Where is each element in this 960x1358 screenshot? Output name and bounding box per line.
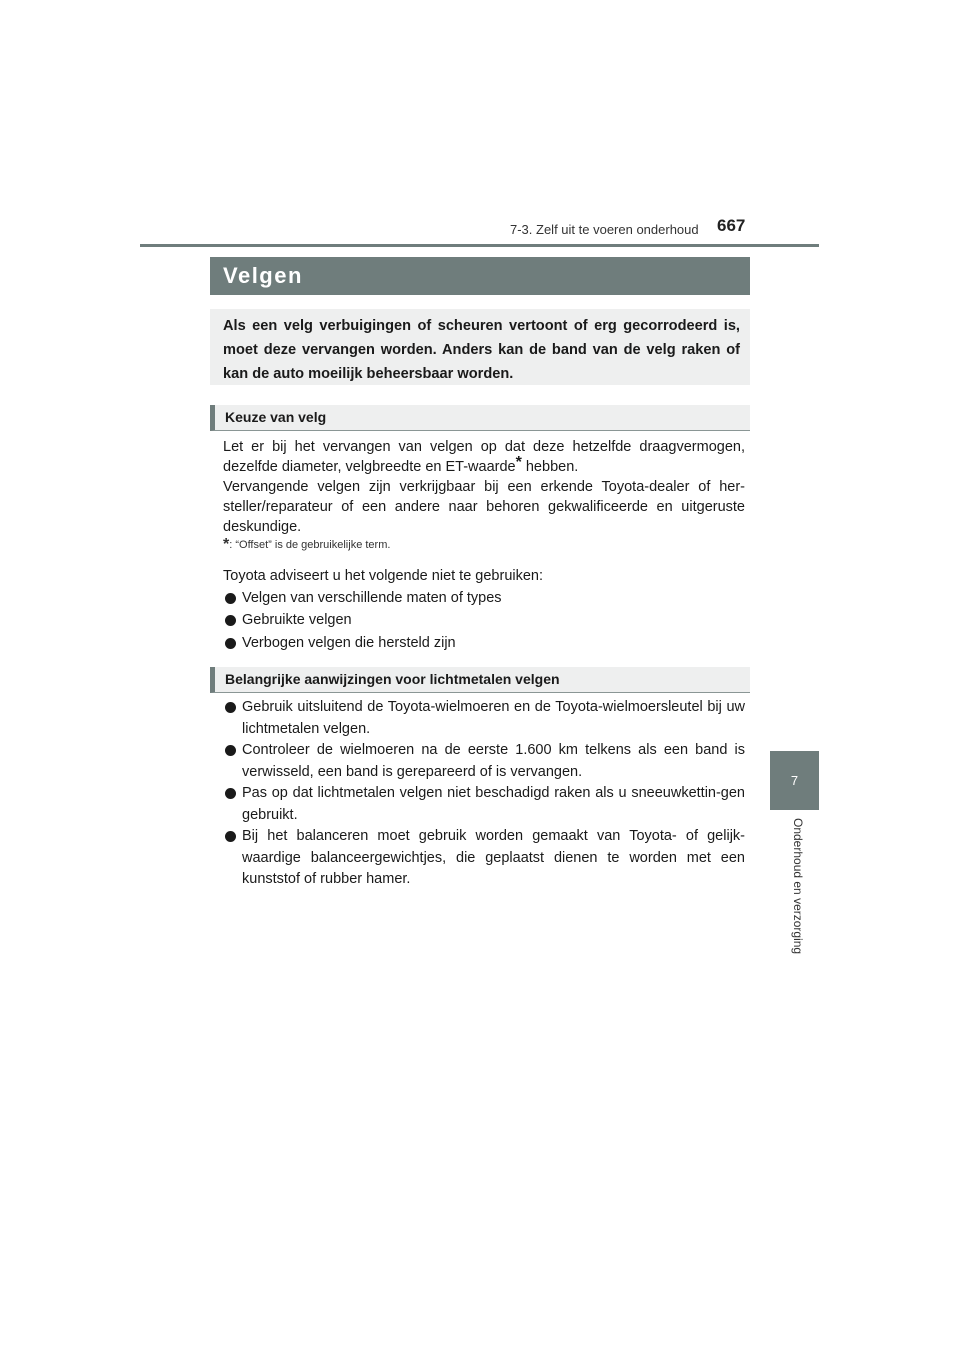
paragraph-advice: Toyota adviseert u het volgende niet te gebruiken: [223,568,544,584]
list-item [223,826,745,892]
list-item [223,633,745,655]
chapter-tab: 7 [770,751,819,810]
list-item [223,610,745,632]
list-item-text: Velgen van verschillende maten of types [242,590,502,606]
bullet-dot-icon [225,615,236,626]
bullet-dot-icon [225,788,236,799]
page-title: Velgen [210,257,750,295]
list-item [223,588,745,610]
list-item-text: Pas op dat lichtmetalen velgen niet beschadigd raken als u sneeuwkettin-gen gebruikt. [242,785,745,823]
header-section-title: 7-3. Zelf uit te voeren onderhoud [510,222,699,237]
list-item [223,740,745,784]
paragraph-selection-text: Let er bij het vervangen van velgen op dat deze hetzelfde draagvermogen, dezelfde diameter, velgbreedte en ET-waarde [223,439,745,475]
bullet-dot-icon [225,593,236,604]
paragraph-selection [223,437,745,477]
bullet-dot-icon [225,831,236,842]
chapter-title-vertical: Onderhoud en verzorging [791,818,805,955]
bullet-dot-icon [225,745,236,756]
page-number: 667 [717,216,746,235]
bullet-dot-icon [225,638,236,649]
bullet-dot-icon [225,702,236,713]
intro-box: Als een velg verbuigingen of scheuren vertoont of erg gecorrodeerd is, moet deze vervangen worden. Anders kan de band van de velg raken of kan de auto moeilijk beheersbaar worden. [210,309,750,385]
footnote-star: * [223,536,230,553]
list-item-text: Verbogen velgen die hersteld zijn [242,635,456,651]
list-item [223,697,745,741]
footnote-text: : “Offset” is de gebruikelijke term. [229,539,391,551]
header-divider [140,244,819,247]
paragraph-replacement: Vervangende velgen zijn verkrijgbaar bij een erkende Toyota-dealer of her-steller/reparateur of een andere naar behoren gekwalificeerde en uitgeruste deskundige. [223,479,745,535]
list-item [223,783,745,827]
list-item-text: Bij het balanceren moet gebruik worden gemaakt van Toyota- of gelijk-waardige balanceergewichtjes, die geplaatst dienen te worden met een kunststof of rubber hamer. [242,828,745,887]
footnote [223,536,391,553]
list-item-text: Controleer de wielmoeren na de eerste 1.600 km telkens als een band is verwisseld, een band is gerepareerd of is vervangen. [242,742,745,780]
section-heading-keuze: Keuze van velg [210,405,750,431]
paragraph-selection-end: hebben. [521,459,579,475]
list-item-text: Gebruik uitsluitend de Toyota-wielmoeren en de Toyota-wielmoersleutel bij uw lichtmetalen velgen. [242,699,745,737]
footnote-marker: * [515,454,522,471]
section-heading-lichtmetaal: Belangrijke aanwijzingen voor lichtmetalen velgen [210,667,750,693]
list-item-text: Gebruikte velgen [242,612,352,628]
